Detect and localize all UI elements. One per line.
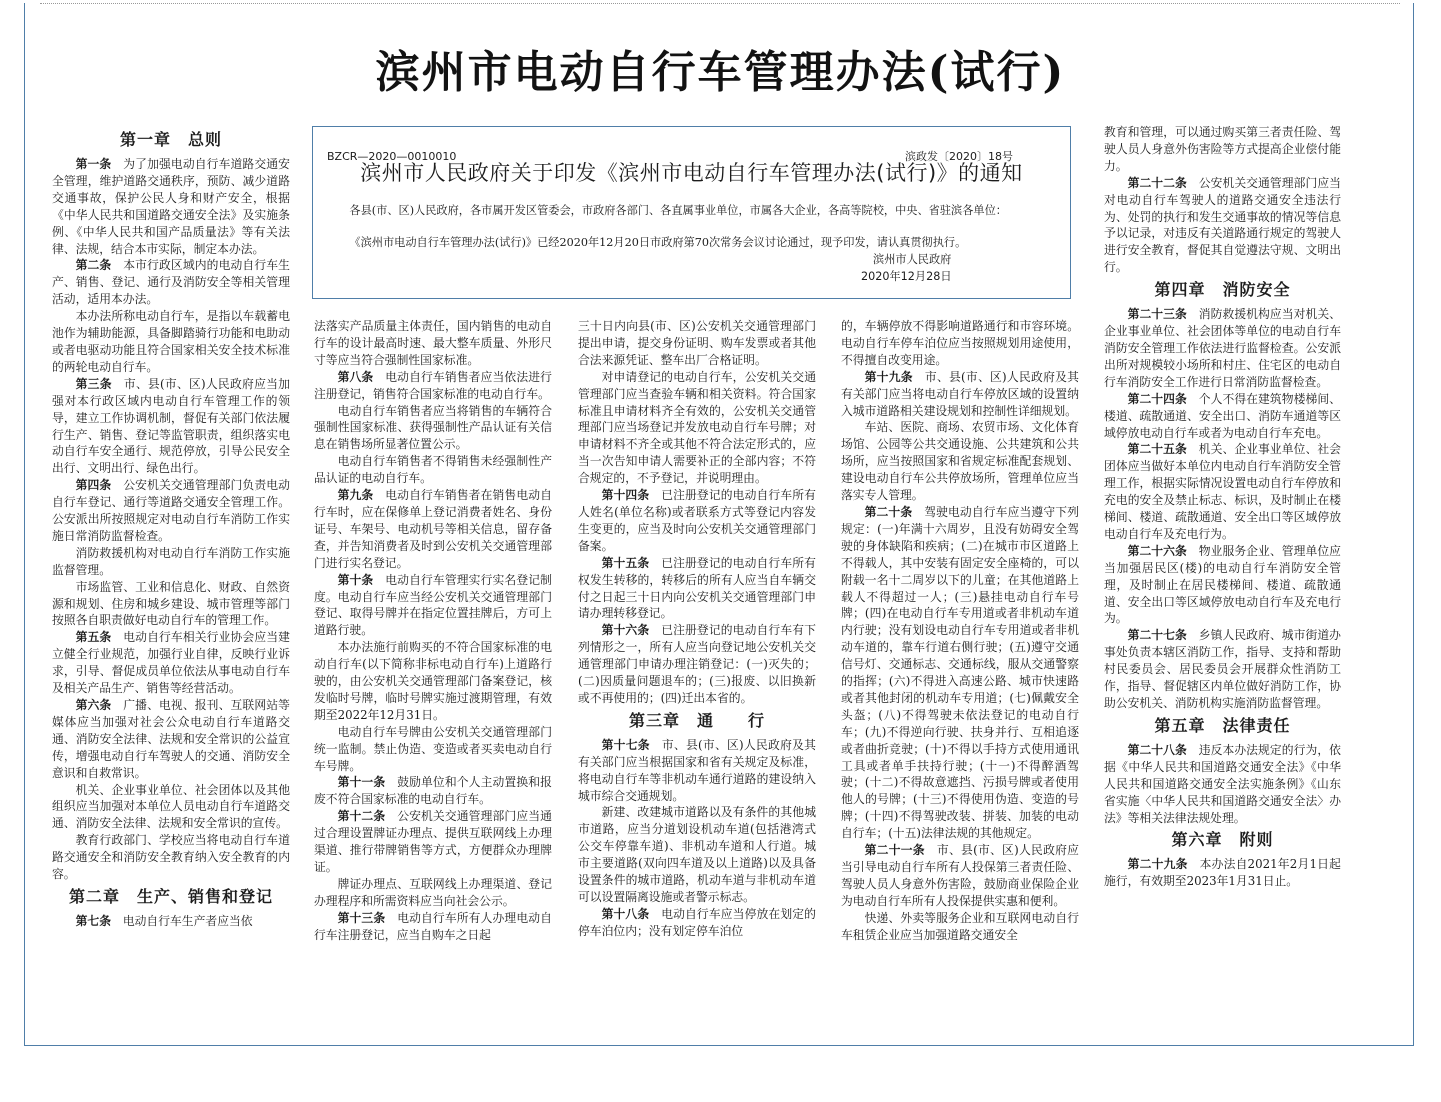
article-text: 公安机关交通管理部门应当通过合理设置牌证办理点、提供互联网线上办理渠道、推行带牌销售等方式，方便群众办理牌证。: [314, 809, 552, 874]
article-text: 新建、改建城市道路以及有条件的其他城市道路，应当分道划设机动车道(包括港湾式公交车停靠车道)、非机动车道和人行道。城市主要道路(双向四车道及以上道路)以及具备设置条件的城市道路，机动车道与非机动车道可以设置隔离设施或者警示标志。: [578, 805, 816, 904]
article-paragraph: [314, 774, 552, 808]
chapter-heading: 第二章 生产、销售和登记: [68, 886, 273, 906]
article-paragraph: [314, 808, 552, 876]
article-number: 第二十九条: [1127, 857, 1188, 872]
article-text: 已注册登记的电动自行车有下列情形之一，所有人应当向登记地公安机关交通管理部门申请办理注销登记：(一)灭失的；(二)因质量问题退车的；(三)报废、以旧换新或不再使用的；(四)迁出本省的。: [578, 623, 816, 705]
article-text: 驾驶电动自行车应当遵守下列规定：(一)年满十六周岁，且没有妨碍安全驾驶的身体缺陷和疾病；(二)在城市市区道路上不得载人，其中安装有固定安全座椅的，可以附载一名十二周岁以下的儿童；在其他道路上载人不得超过一人；(三)悬挂电动自行车号牌；(四)在电动自行车专用道或者非机动车道内行驶；没有划设电动自行车专用道或者非机动车道的，靠车行道右侧行驶；(五)遵守交通信号灯、交通标志、交通标线，服从交通警察的指挥；(六)不得进入高速公路、城市快速路或者其他封闭的机动车专用道；(七)佩戴安全头盔；(八)不得驾驶未依法登记的电动自行车；(九)不得逆向行驶、扶身并行、互相追逐或者曲折竞驶；(十)不得以手持方式使用通讯工具或者单手扶持行驶；(十一)不得醉酒驾驶；(十二)不得故意遮挡、污损号牌或者使用他人的号牌；(十三)不得使用伪造、变造的号牌；(十四)不得驾驶改装、拼装、加装的电动自行车；(十五)法律法规的其他规定。: [841, 504, 1079, 841]
article-text: 电动自行车号牌由公安机关交通管理部门统一监制。禁止伪造、变造或者买卖电动自行车号牌。: [314, 724, 552, 773]
articles: [52, 913, 290, 930]
article-paragraph: [52, 629, 290, 697]
articles: [841, 318, 1079, 944]
article-text: 为了加强电动自行车道路交通安全管理，维护道路交通秩序，预防、减少道路交通事故，保护公民人身和财产安全，根据《中华人民共和国道路交通安全法》及实施条例、《中华人民共和国产品质量法》等有关法律、法规，结合本市实际，制定本办法。: [52, 157, 290, 256]
article-text: 鼓励单位和个人主动置换和报废不符合国家标准的电动自行车。: [314, 775, 552, 807]
article-number: 第十二条: [337, 809, 386, 824]
article-number: 第十条: [337, 572, 374, 587]
article-paragraph: [52, 308, 290, 376]
article-paragraph: [52, 697, 290, 782]
article-text: 本办法所称电动自行车，是指以车载蓄电池作为辅助能源，具备脚踏骑行功能和电助动或者电驱动功能且符合国家相关安全技术标准的两轮电动自行车。: [52, 309, 290, 374]
article-paragraph: [52, 579, 290, 630]
article-text: 公安机关交通管理部门应当对电动自行车驾驶人的道路交通安全违法行为、处罚的执行和发生交通事故的情况等信息予以记录，对违反有关道路通行规定的驾驶人进行安全教育，督促其自觉遵法守规、文明出行。: [1104, 175, 1341, 275]
article-text: 教育行政部门、学校应当将电动自行车道路交通安全和消防安全教育纳入安全教育的内容。: [52, 833, 290, 882]
article-paragraph: [841, 504, 1079, 842]
articles: [1104, 124, 1341, 276]
article-text: 三十日内向县(市、区)公安机关交通管理部门提出申请，提交身份证明、购车发票或者其他合法来源凭证、整车出厂合格证明。: [578, 319, 816, 367]
article-paragraph: [314, 639, 552, 724]
article-paragraph: [578, 737, 816, 805]
article-number: 第二十三条: [1127, 307, 1187, 322]
notice-body: 《滨州市电动自行车管理办法(试行)》已经2020年12月20日市政府第70次常务会议讨论通过，现予印发，请认真贯彻执行。: [349, 236, 967, 249]
article-text: 快递、外卖等服务企业和互联网电动自行车租赁企业应当加强道路交通安全: [841, 910, 1079, 942]
article-number: 第二十一条: [864, 843, 925, 858]
articles: [1104, 856, 1341, 890]
article-text: 乡镇人民政府、城市街道办事处负责本辖区消防工作，指导、支持和帮助村民委员会、居民委员会开展群众性消防工作，指导、督促辖区内单位做好消防工作，协助公安机关、消防机构实施消防监督管理。: [1104, 628, 1341, 710]
article-paragraph: [52, 545, 290, 579]
article-paragraph: [1104, 175, 1341, 276]
article-paragraph: [314, 876, 552, 910]
article-paragraph: [841, 910, 1079, 944]
article-text: 违反本办法规定的行为，依据《中华人民共和国道路交通安全法》《中华人民共和国道路交通安全法实施条例》《山东省实施〈中华人民共和国道路交通安全法〉办法》等相关法律法规处理。: [1104, 742, 1341, 825]
article-text: 广播、电视、报刊、互联网站等媒体应当加强对社会公众电动自行车道路交通、消防安全法律、法规和安全常识的公益宣传，增强电动自行车驾驶人的交通、消防安全意识和自救常识。: [52, 698, 290, 780]
chapter-heading: 第六章 附则: [1171, 830, 1274, 850]
article-paragraph: [314, 369, 552, 403]
notice-box: [312, 126, 1071, 299]
article-paragraph: [1104, 742, 1341, 827]
article-paragraph: [52, 913, 290, 930]
chapter-heading: 第五章 法律责任: [1154, 715, 1291, 735]
article-paragraph: [578, 487, 816, 555]
article-paragraph: [578, 318, 816, 369]
article-text: 的，车辆停放不得影响道路通行和市容环境。电动自行车停车泊位应当按照规划用途使用，不得擅自改变用途。: [841, 319, 1079, 367]
article-text: 机关、企业事业单位、社会团体应当做好本单位内电动自行车消防安全管理工作，根据实际情况设置电动自行车停放和充电的安全及禁止标志、标识，及时制止在楼梯间、楼道、疏散通道、安全出口等区域停放电动自行车及充电行为。: [1104, 442, 1341, 541]
articles: [578, 318, 816, 707]
article-number: 第二条: [75, 258, 112, 273]
article-text: 法落实产品质量主体责任，国内销售的电动自行车的设计最高时速、最大整车质量、外形尺寸等应当符合强制性国家标准。: [314, 319, 552, 367]
articles: [1104, 306, 1341, 712]
article-paragraph: [314, 487, 552, 572]
article-number: 第四条: [75, 478, 112, 493]
column-3: [578, 318, 816, 940]
article-number: 第十八条: [601, 906, 650, 921]
article-text: 市、县(市、区)人民政府及其有关部门应当根据国家和省有关规定及标准，将电动自行车等非机动车通行道路的建设纳入城市综合交通规划。: [578, 737, 816, 803]
article-paragraph: [1104, 627, 1341, 712]
notice-title: 滨州市人民政府关于印发《滨州市电动自行车管理办法(试行)》的通知: [360, 161, 1023, 185]
article-number: 第十五条: [601, 555, 650, 570]
article-paragraph: [578, 369, 816, 487]
article-number: 第二十八条: [1127, 742, 1187, 757]
article-text: 个人不得在建筑物楼梯间、楼道、疏散通道、安全出口、消防车通道等区域停放电动自行车或者为电动自行车充电。: [1104, 391, 1341, 440]
article-paragraph: [1104, 391, 1341, 442]
article-number: 第二十五条: [1127, 442, 1187, 457]
article-text: 公安机关交通管理部门负责电动自行车登记、通行等道路交通安全管理工作。公安派出所按照规定对电动自行车消防工作实施日常消防监督检查。: [52, 478, 290, 543]
article-paragraph: [841, 419, 1079, 504]
article-paragraph: [1104, 856, 1341, 890]
article-text: 电动自行车相关行业协会应当建立健全行业规范，加强行业自律，反映行业诉求，引导、督促成员单位依法从事电动自行车及相关产品生产、销售等经营活动。: [52, 630, 290, 696]
articles: [1104, 742, 1341, 827]
article-paragraph: [52, 376, 290, 477]
article-number: 第二十二条: [1127, 175, 1187, 190]
article-text: 电动自行车销售者在销售电动自行车时，应在保修单上登记消费者姓名、身份证号、车架号、电动机号等相关信息，留存备查，并告知消费者及时到公安机关交通管理部门进行实名登记。: [314, 488, 552, 570]
article-text: 本办法自2021年2月1日起施行，有效期至2023年1月31日止。: [1104, 857, 1341, 889]
article-number: 第十三条: [337, 910, 386, 925]
article-paragraph: [314, 403, 552, 454]
article-number: 第十一条: [337, 775, 386, 790]
article-paragraph: [52, 782, 290, 833]
article-paragraph: [314, 453, 552, 487]
article-paragraph: [52, 477, 290, 545]
article-number: 第六条: [75, 698, 112, 712]
article-text: 市、县(市、区)人民政府及其有关部门应当将电动自行车停放区域的设置纳入城市道路相关建设规划和控制性详细规划。: [841, 369, 1079, 418]
doc-code: BZCR—2020—0010010: [327, 150, 457, 163]
article-number: 第七条: [75, 913, 111, 928]
article-paragraph: [52, 257, 290, 308]
article-paragraph: [841, 842, 1079, 910]
article-number: 第九条: [337, 488, 374, 503]
article-paragraph: [841, 318, 1079, 369]
notice-date: 2020年12月28日: [861, 270, 952, 283]
article-text: 对申请登记的电动自行车，公安机关交通管理部门应当查验车辆和相关资料。符合国家标准且申请材料齐全有效的，公安机关交通管理部门应当场登记并发放电动自行车号牌；对申请材料不齐全或其他不符合法定形式的，应当一次告知申请人需要补正的全部内容；不符合规定的，不予登记，并说明理由。: [578, 369, 816, 486]
article-text: 本市行政区域内的电动自行车生产、销售、登记、通行及消防安全等相关管理活动，适用本办法。: [52, 258, 290, 307]
notice-signature: 滨州市人民政府: [873, 253, 952, 266]
article-number: 第三条: [75, 376, 112, 391]
article-text: 教育和管理，可以通过购买第三者责任险、驾驶人员人身意外伤害险等方式提高企业偿付能力。: [1104, 125, 1341, 173]
column-2: [314, 318, 552, 944]
article-text: 牌证办理点、互联网线上办理渠道、登记办理程序和所需资料应当向社会公示。: [314, 876, 552, 908]
article-paragraph: [578, 555, 816, 623]
article-paragraph: [314, 572, 552, 640]
article-text: 车站、医院、商场、农贸市场、文化体育场馆、公园等公共交通设施、公共建筑和公共场所，应当按照国家和省规定标准配套规划、建设电动自行车公共停放场所，管理单位应当落实专人管理。: [841, 420, 1079, 503]
doc-number: 滨政发〔2020〕18号: [905, 150, 1013, 163]
article-paragraph: [52, 832, 290, 883]
article-text: 市、县(市、区)人民政府应当引导电动自行车所有人投保第三者责任险、驾驶人员人身意外伤害险，鼓励商业保险企业为电动自行车所有人投保提供实惠和便利。: [841, 843, 1079, 908]
article-text: 市场监管、工业和信息化、财政、自然资源和规划、住房和城乡建设、城市管理等部门按照各自职责做好电动自行车的管理工作。: [52, 579, 290, 628]
chapter-heading: 第一章 总则: [119, 130, 222, 149]
notice-addressees: 各县(市、区)人民政府，各市属开发区管委会，市政府各部门、各直属事业单位，市属各大企业，各高等院校，中央、省驻滨各单位：: [349, 204, 1007, 217]
article-paragraph: [1104, 441, 1341, 542]
article-number: 第八条: [337, 369, 374, 384]
article-number: 第五条: [75, 630, 112, 645]
article-text: 电动自行车销售者应当将销售的车辆符合强制性国家标准、获得强制性产品认证有关信息在销售场所显著位置公示。: [314, 403, 552, 452]
article-text: 机关、企业事业单位、社会团体以及其他组织应当加强对本单位人员电动自行车道路交通、消防安全法律、法规和安全常识的宣传。: [52, 782, 290, 831]
page-title: 滨州市电动自行车管理办法(试行): [375, 47, 1066, 98]
article-text: 电动自行车管理实行实名登记制度。电动自行车应当经公安机关交通管理部门登记、取得号牌并在指定位置挂牌后，方可上道路行驶。: [314, 572, 552, 638]
article-number: 第一条: [75, 157, 112, 171]
chapter-heading: 第三章 通 行: [628, 710, 765, 730]
article-number: 第十九条: [864, 369, 913, 384]
article-paragraph: [578, 622, 816, 707]
article-number: 第十六条: [601, 623, 650, 638]
article-paragraph: [314, 910, 552, 944]
article-paragraph: [314, 318, 552, 369]
article-paragraph: [52, 156, 290, 257]
article-number: 第十四条: [601, 488, 650, 503]
article-text: 电动自行车生产者应当依: [122, 913, 253, 928]
article-text: 物业服务企业、管理单位应当加强居民区(楼)的电动自行车消防安全管理，及时制止在居民楼梯间、楼道、疏散通道、安全出口等区域停放电动自行车及充电行为。: [1104, 543, 1341, 626]
article-number: 第二十条: [864, 504, 913, 519]
articles: [314, 318, 552, 944]
article-paragraph: [578, 804, 816, 905]
article-paragraph: [314, 724, 552, 775]
column-1: [52, 126, 290, 930]
article-paragraph: [578, 906, 816, 940]
article-text: 电动自行车销售者应当依法进行注册登记，销售符合国家标准的电动自行车。: [314, 369, 552, 401]
article-paragraph: [1104, 543, 1341, 628]
top-rule: [40, 3, 1400, 4]
article-number: 第二十六条: [1127, 543, 1187, 558]
article-text: 消防救援机构应当对机关、企业事业单位、社会团体等单位的电动自行车消防安全管理工作依法进行监督检查。公安派出所对规模较小场所和村庄、住宅区的电动自行车消防安全工作进行日常消防监督检查。: [1104, 307, 1341, 389]
chapter-heading: 第四章 消防安全: [1154, 280, 1291, 300]
article-text: 已注册登记的电动自行车所有人姓名(单位名称)或者联系方式等登记内容发生变更的，应当及时向公安机关交通管理部门备案。: [578, 488, 816, 553]
article-number: 第二十四条: [1127, 391, 1187, 406]
article-paragraph: [1104, 124, 1341, 175]
article-text: 本办法施行前购买的不符合国家标准的电动自行车(以下简称非标电动自行车)上道路行驶的，由公安机关交通管理部门备案登记，核发临时号牌，临时号牌实施过渡期管理，有效期至2022年12月31日。: [314, 640, 552, 722]
article-number: 第十七条: [601, 737, 650, 752]
article-text: 消防救援机构对电动自行车消防工作实施监督管理。: [52, 545, 290, 577]
article-text: 电动自行车所有人办理电动自行车注册登记，应当自购车之日起: [314, 910, 552, 942]
article-paragraph: [841, 369, 1079, 420]
articles: [52, 156, 290, 883]
articles: [578, 737, 816, 940]
article-text: 市、县(市、区)人民政府应当加强对本行政区域内电动自行车管理工作的领导，建立工作协调机制，督促有关部门依法履行生产、销售、登记等监管职责，组织落实电动自行车安全通行、规范停放，引导公民安全出行、文明出行、绿色出行。: [52, 376, 290, 476]
article-text: 电动自行车销售者不得销售未经强制性产品认证的电动自行车。: [314, 454, 552, 486]
column-4: [841, 318, 1079, 944]
article-text: 已注册登记的电动自行车所有权发生转移的，转移后的所有人应当自车辆交付之日起三十日内向公安机关交通管理部门申请办理转移登记。: [578, 555, 816, 621]
article-number: 第二十七条: [1127, 628, 1187, 643]
column-5: [1104, 124, 1341, 890]
article-text: 电动自行车应当停放在划定的停车泊位内；没有划定停车泊位: [578, 906, 816, 938]
article-paragraph: [1104, 306, 1341, 391]
